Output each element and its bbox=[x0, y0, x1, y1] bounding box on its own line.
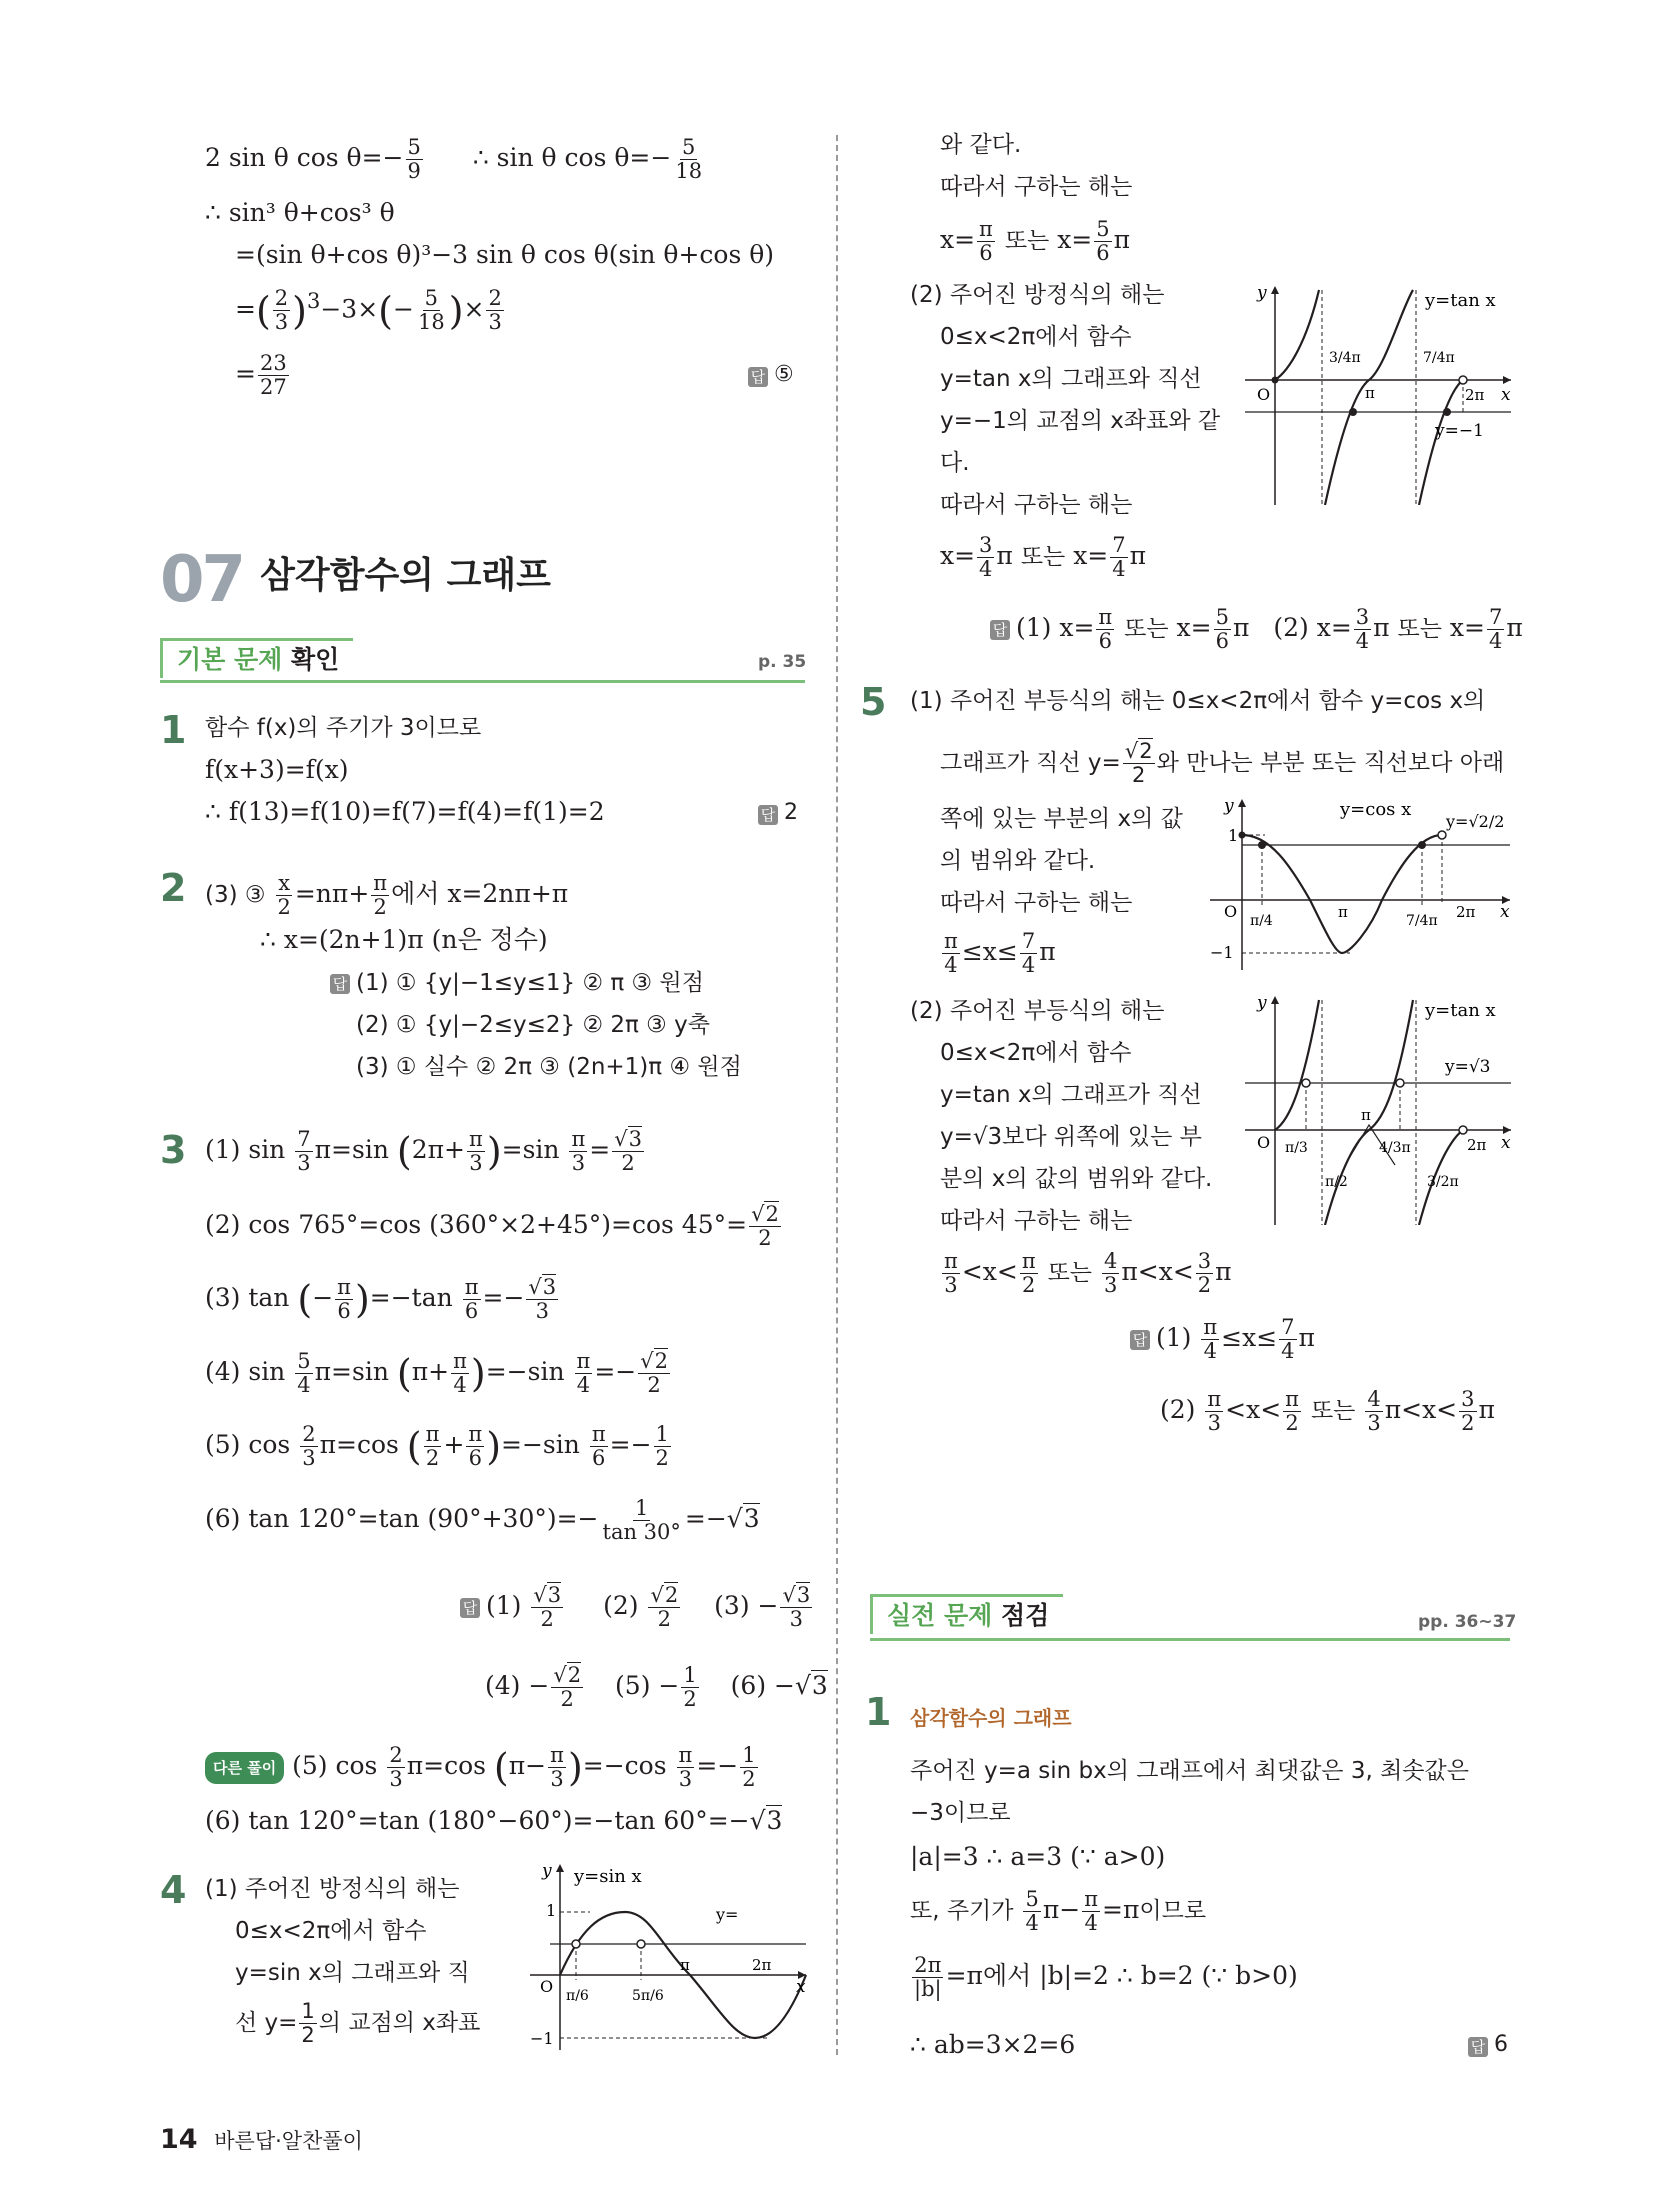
svg-text:1: 1 bbox=[546, 1901, 557, 1920]
p1-line-2: f(x+3)=f(x) bbox=[205, 755, 349, 784]
tan2-point-2 bbox=[1396, 1079, 1404, 1087]
p4-text-1: (1) 주어진 방정식의 해는 bbox=[205, 1876, 460, 1902]
svg-text:y=−1: y=−1 bbox=[1435, 421, 1484, 441]
problem-3-number: 3 bbox=[160, 1128, 187, 1172]
p3-1: (1) sin $\frac{7}{3}$ π=sin (2π+ $\frac{\pi}{3}$ )=sin $\frac{\pi}{3}$ = $\frac{√3}{2}$ bbox=[205, 1127, 642, 1175]
basic-page-ref: p. 35 bbox=[758, 652, 807, 672]
p5b-text-1: (2) 주어진 부등식의 해는 bbox=[910, 998, 1165, 1024]
problem-4-number: 4 bbox=[160, 1868, 187, 1912]
cos-curve bbox=[1242, 835, 1442, 953]
line-2: ∴ sin³ θ+cos³ θ bbox=[205, 198, 395, 227]
p3-2: (2) cos 765°=cos (360°×2+45°)=cos 45°= $\frac{√2}{2}$ bbox=[205, 1202, 779, 1250]
svg-text:π/3: π/3 bbox=[1285, 1140, 1308, 1156]
line-4: =( $\frac{2}{3}$ )$^3$−3×(− $\frac{5}{18}$ )× $\frac{2}{3}$ bbox=[235, 286, 502, 335]
p3-alt-6: (6) tan 120°=tan (180°−60°)=−tan 60°=−√3 bbox=[205, 1806, 783, 1835]
svg-text:2π: 2π bbox=[1456, 903, 1476, 921]
p5-answer-2: (2) $\frac{\pi}{3}$ <x< $\frac{\pi}{2}$ 또는 $\frac{4}{3}$ π<x< $\frac{3}{2}$ π bbox=[1160, 1387, 1495, 1435]
svg-text:y: y bbox=[1257, 993, 1267, 1013]
svg-text:π: π bbox=[1338, 903, 1348, 921]
p5b-text-2: 0≤x<2π에서 함수 bbox=[940, 1040, 1132, 1066]
sin-intersection-1 bbox=[572, 1940, 580, 1948]
r2-text-4: y=−1의 교점의 x좌표와 같 bbox=[940, 408, 1221, 434]
r2-text-2: 0≤x<2π에서 함수 bbox=[940, 324, 1132, 350]
practice-tab: 실전 문제 점검 bbox=[870, 1596, 1063, 1632]
page-footer bbox=[160, 2124, 363, 2155]
tan1-point-2 bbox=[1443, 408, 1451, 416]
p3-6: (6) tan 120°=tan (90°+30°)=− $\frac{1}{\tan 30^\circ}$ =−√3 bbox=[205, 1496, 760, 1544]
cos-point-1 bbox=[1258, 841, 1266, 849]
svg-text:3/4π: 3/4π bbox=[1329, 350, 1361, 366]
svg-text:π/4: π/4 bbox=[1250, 913, 1273, 929]
p3-alt-5: 다른 풀이 (5) cos $\frac{2}{3}$ π=cos (π− $\frac{\pi}{3}$ )=−cos $\frac{\pi}{3}$ =− $\frac{1}{2}$ bbox=[205, 1744, 760, 1791]
r1-text-1: 주어진 y=a sin bx의 그래프에서 최댓값은 3, 최솟값은 bbox=[910, 1758, 1469, 1784]
svg-text:5π/6: 5π/6 bbox=[632, 1988, 664, 2004]
svg-text:O: O bbox=[1257, 385, 1271, 404]
svg-text:1: 1 bbox=[1228, 826, 1239, 845]
svg-text:y=sin x: y=sin x bbox=[574, 1866, 642, 1887]
svg-text:y=tan x: y=tan x bbox=[1425, 1000, 1496, 1021]
tan-graph-2 bbox=[1245, 990, 1515, 1225]
svg-text:y: y bbox=[542, 1861, 552, 1881]
practice-1-topic: 삼각함수의 그래프 bbox=[910, 1706, 1072, 1730]
p2-answer-1: 답 (1) ① {y|−1≤y≤1} ② π ③ 원점 bbox=[330, 968, 704, 998]
p5-text-4: 의 범위와 같다. bbox=[940, 848, 1096, 874]
cos-graph bbox=[1210, 795, 1515, 975]
basic-tab-line bbox=[160, 680, 805, 683]
r-text-1: 와 같다. bbox=[940, 132, 1022, 158]
p1-line-3: ∴ f(13)=f(10)=f(7)=f(4)=f(1)=2 bbox=[205, 797, 605, 826]
r1-text-4: 또, 주기가 $\frac{5}{4}$ π− $\frac{\pi}{4}$ =π이므로 bbox=[910, 1887, 1207, 1935]
r2-text-1: (2) 주어진 방정식의 해는 bbox=[910, 282, 1165, 308]
svg-text:y=√3: y=√3 bbox=[1445, 1057, 1491, 1077]
svg-text:O: O bbox=[1224, 902, 1238, 921]
p4-text-3: y=sin x의 그래프와 직 bbox=[235, 1960, 470, 1986]
p5b-solution: $\frac{\pi}{3}$ <x< $\frac{\pi}{2}$ 또는 $\frac{4}{3}$ π<x< $\frac{3}{2}$ π bbox=[944, 1249, 1232, 1297]
svg-text:O: O bbox=[540, 1977, 554, 1996]
sin-intersection-2 bbox=[637, 1940, 645, 1948]
line-5: = $\frac{23}{27}$ bbox=[235, 351, 287, 399]
problem-1-number: 1 bbox=[160, 708, 187, 752]
svg-text:3/2π: 3/2π bbox=[1427, 1174, 1459, 1190]
svg-text:−1: −1 bbox=[530, 2029, 554, 2048]
r2-text-5: 다. bbox=[940, 450, 970, 476]
p5-text-2: 그래프가 직선 y= $\frac{√2}{2}$ 와 만나는 부분 또는 직선보다 아래 bbox=[940, 739, 1505, 787]
p5b-text-4: y=√3보다 위쪽에 있는 부 bbox=[940, 1124, 1202, 1150]
p4-text-2: 0≤x<2π에서 함수 bbox=[235, 1918, 427, 1944]
p2-answer-2: (2) ① {y|−2≤y≤2} ② 2π ③ y축 bbox=[356, 1012, 710, 1038]
column-divider bbox=[836, 135, 838, 2055]
line-1: 2 sin θ cos θ=− $\frac{5}{9}$ ∴ sin θ cos θ=− $\frac{5}{18}$ bbox=[205, 135, 703, 183]
p4-text-4: 선 y= $\frac{1}{2}$ 의 교점의 x좌표 bbox=[235, 1999, 481, 2047]
r1-text-6: ∴ ab=3×2=6 bbox=[910, 2030, 1076, 2059]
page-number: 14 bbox=[160, 2124, 198, 2155]
svg-text:2π: 2π bbox=[1465, 386, 1485, 404]
answer-prev: 답 ⑤ bbox=[748, 362, 794, 387]
practice-tab-line bbox=[870, 1638, 1510, 1641]
p5-text-5: 따라서 구하는 해는 bbox=[940, 890, 1133, 916]
tan-graph-1 bbox=[1245, 280, 1515, 505]
svg-text:x: x bbox=[1500, 902, 1510, 922]
tan2-point-1 bbox=[1302, 1079, 1310, 1087]
p3-answers-2: (4) − $\frac{√2}{2}$ (5) − $\frac{1}{2}$ (6) −√3 bbox=[485, 1663, 828, 1711]
svg-text:7/4π: 7/4π bbox=[1423, 350, 1455, 366]
svg-text:y: y bbox=[1257, 283, 1267, 303]
p1-line-1: 함수 f(x)의 주기가 3이므로 bbox=[205, 715, 482, 741]
svg-text:x: x bbox=[796, 1977, 806, 1997]
r-solution-1: x= $\frac{\pi}{6}$ 또는 x= $\frac{5}{6}$ π bbox=[940, 217, 1131, 265]
practice-1-number: 1 bbox=[865, 1690, 892, 1734]
p3-3: (3) tan (− $\frac{\pi}{6}$ )=−tan $\frac{\pi}{6}$ =− $\frac{√3}{3}$ bbox=[205, 1275, 557, 1323]
section-title: 삼각함수의 그래프 bbox=[260, 555, 551, 596]
svg-text:x: x bbox=[1501, 385, 1511, 405]
p5-answer-1: 답 (1) $\frac{\pi}{4}$ ≤x≤ $\frac{7}{4}$ π bbox=[1130, 1316, 1315, 1363]
section-number: 07 bbox=[160, 543, 244, 617]
svg-text:π/2: π/2 bbox=[1325, 1174, 1348, 1190]
r2-text-6: 따라서 구하는 해는 bbox=[940, 492, 1133, 518]
line-3: =(sin θ+cos θ)³−3 sin θ cos θ(sin θ+cos θ) bbox=[235, 240, 775, 269]
p5b-text-5: 분의 x의 값의 범위와 같다. bbox=[940, 1166, 1213, 1192]
svg-text:2π: 2π bbox=[1467, 1136, 1487, 1154]
r1-answer: 답 6 bbox=[1468, 2032, 1508, 2057]
r1-text-2: −3이므로 bbox=[910, 1800, 1011, 1826]
p5-text-3: 쪽에 있는 부분의 x의 값 bbox=[940, 806, 1183, 832]
r-answers: 답 (1) x= $\frac{\pi}{6}$ 또는 x= $\frac{5}{6}$ π (2) x= $\frac{3}{4}$ π 또는 x= $\frac{7}{4}$ π bbox=[990, 606, 1523, 653]
r2-text-3: y=tan x의 그래프와 직선 bbox=[940, 366, 1202, 392]
p2-answer-3: (3) ① 실수 ② 2π ③ (2n+1)π ④ 원점 bbox=[356, 1054, 742, 1080]
p5-solution-1: $\frac{\pi}{4}$ ≤x≤ $\frac{7}{4}$ π bbox=[944, 929, 1056, 977]
svg-text:y=: y= bbox=[716, 1905, 739, 1924]
svg-text:π: π bbox=[1365, 384, 1375, 402]
r-text-2: 따라서 구하는 해는 bbox=[940, 174, 1133, 200]
svg-text:π/6: π/6 bbox=[566, 1988, 589, 2004]
p5-text-1: (1) 주어진 부등식의 해는 0≤x<2π에서 함수 y=cos x의 bbox=[910, 688, 1486, 714]
p1-answer: 답 2 bbox=[758, 800, 798, 825]
p3-4: (4) sin $\frac{5}{4}$ π=sin (π+ $\frac{\pi}{4}$ )=−sin $\frac{\pi}{4}$ =− $\frac{√2}{2}$ bbox=[205, 1349, 668, 1397]
cos-point-2 bbox=[1418, 841, 1426, 849]
basic-tab: 기본 문제 확인 bbox=[160, 640, 353, 676]
p2-line-1: (3) ③ $\frac{x}{2}$ =nπ+ $\frac{\pi}{2}$ 에서 x=2nπ+π bbox=[205, 871, 569, 919]
r1-text-5: $\frac{2\pi}{|b|}$ =π에서 |b|=2 ∴ b=2 (∵ b>0) bbox=[914, 1953, 1298, 2001]
svg-text:y=cos x: y=cos x bbox=[1340, 799, 1412, 820]
p2-line-2: ∴ x=(2n+1)π (n은 정수) bbox=[260, 925, 548, 954]
r1-text-3: |a|=3 ∴ a=3 (∵ a>0) bbox=[910, 1842, 1166, 1871]
problem-5-number: 5 bbox=[860, 680, 887, 724]
p5b-text-3: y=tan x의 그래프가 직선 bbox=[940, 1082, 1202, 1108]
footer-title: 바른답·알찬풀이 bbox=[214, 2129, 363, 2153]
svg-text:O: O bbox=[1257, 1133, 1271, 1152]
sin-graph bbox=[530, 1860, 810, 2050]
svg-text:y=√2/2: y=√2/2 bbox=[1446, 812, 1505, 831]
r2-solution: x= $\frac{3}{4}$ π 또는 x= $\frac{7}{4}$ π bbox=[940, 533, 1147, 581]
svg-text:y=tan x: y=tan x bbox=[1425, 290, 1496, 311]
p3-answers-1: 답 (1) $\frac{√3}{2}$ (2) $\frac{√2}{2}$ (3) − $\frac{√3}{3}$ bbox=[460, 1584, 814, 1631]
svg-text:7/4π: 7/4π bbox=[1406, 913, 1438, 929]
section-header bbox=[160, 543, 551, 617]
svg-text:x: x bbox=[1501, 1133, 1511, 1153]
tan1-point-1 bbox=[1349, 408, 1357, 416]
p5b-text-6: 따라서 구하는 해는 bbox=[940, 1208, 1133, 1234]
svg-text:y: y bbox=[1224, 796, 1234, 816]
problem-2-number: 2 bbox=[160, 866, 187, 910]
svg-text:4/3π: 4/3π bbox=[1379, 1140, 1411, 1156]
svg-text:π: π bbox=[1361, 1106, 1371, 1124]
svg-text:π: π bbox=[680, 1956, 690, 1974]
svg-text:−1: −1 bbox=[1210, 943, 1234, 962]
practice-page-ref: pp. 36~37 bbox=[1418, 1612, 1517, 1632]
p3-5: (5) cos $\frac{2}{3}$ π=cos ( $\frac{\pi}{2}$ + $\frac{\pi}{6}$ )=−sin $\frac{\pi}{6}$ =− $\frac{1}{2}$ bbox=[205, 1422, 669, 1470]
svg-text:2π: 2π bbox=[752, 1956, 772, 1974]
